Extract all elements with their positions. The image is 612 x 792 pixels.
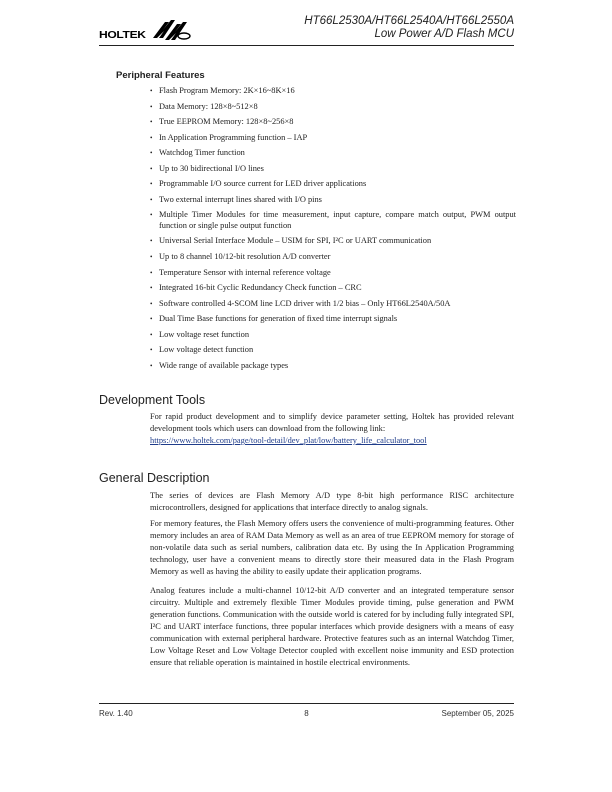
bullet-icon: • bbox=[150, 299, 153, 308]
development-tools-heading: Development Tools bbox=[99, 393, 206, 407]
list-item: • Two external interrupt lines shared with I/O pins bbox=[150, 194, 322, 204]
holtek-logo-mark-icon bbox=[151, 16, 191, 44]
publication-date: September 05, 2025 bbox=[441, 709, 514, 718]
bullet-icon: • bbox=[150, 164, 153, 173]
list-item: • Temperature Sensor with internal reference voltage bbox=[150, 267, 331, 277]
list-item: • In Application Programming function – IAP bbox=[150, 132, 308, 142]
revision-label: Rev. 1.40 bbox=[99, 709, 133, 718]
bullet-icon: • bbox=[150, 211, 153, 220]
list-item: • Data Memory: 128×8~512×8 bbox=[150, 101, 258, 111]
document-title bbox=[304, 15, 514, 41]
part-numbers: HT66L2530A/HT66L2540A/HT66L2550A bbox=[304, 15, 514, 27]
list-item: • Flash Program Memory: 2K×16~8K×16 bbox=[150, 86, 295, 95]
page-header bbox=[99, 14, 514, 46]
bullet-icon: • bbox=[150, 133, 153, 142]
development-tools-text: For rapid product development and to simplify device parameter setting, Holtek has provided relevant development tools which users can download from the following link: https://www.holtek.com/page/tool-detail/dev_plat/low/battery_life_calculator_tool bbox=[150, 412, 514, 445]
bullet-icon: • bbox=[150, 284, 153, 293]
general-description-heading: General Description bbox=[99, 471, 210, 485]
list-item: • Up to 8 channel 10/12-bit resolution A/D converter bbox=[150, 251, 331, 261]
list-item: • Up to 30 bidirectional I/O lines bbox=[150, 163, 264, 173]
product-subtitle: Low Power A/D Flash MCU bbox=[374, 28, 514, 40]
list-item: • Wide range of available package types bbox=[150, 360, 289, 370]
bullet-icon: • bbox=[150, 315, 153, 324]
bullet-icon: • bbox=[150, 346, 153, 355]
peripheral-features-heading: Peripheral Features bbox=[116, 70, 205, 81]
description-paragraph: For memory features, the Flash Memory offers users the convenience of multi-programming features. Other memory includes an area of RAM Data Memory as well as an area of true EEPROM memory for storage of non-volatile data such as serial numbers, calibration data etc. By using the In Application Programming technology, user have a convenient means to directly store their measured data in the Flash Program Memory as well as having the ability to easily update their application programs. bbox=[150, 519, 514, 576]
list-item: • Dual Time Base functions for generation of fixed time interrupt signals bbox=[150, 314, 398, 324]
list-item: • Watchdog Timer function bbox=[150, 148, 245, 158]
peripheral-features-list bbox=[150, 86, 516, 376]
list-item: • Low voltage detect function bbox=[150, 345, 254, 355]
list-item: • Multiple Timer Modules for time measurement, input capture, compare match output, PWM output function or single pulse output function bbox=[150, 210, 516, 230]
bullet-icon: • bbox=[150, 268, 153, 277]
list-item: • Software controlled 4-SCOM line LCD driver with 1/2 bias – Only HT66L2540A/50A bbox=[150, 298, 451, 308]
bullet-icon: • bbox=[150, 180, 153, 189]
description-paragraph: Analog features include a multi-channel 10/12-bit A/D converter and an integrated temperature sensor circuitry. Multiple and extremely flexible Timer Modules provide timing, pulse generation and PWM generation functions. Communication with the outside world is catered for by including fully integrated SPI, I²C and UART interface functions, three popular interfaces which provide designers with a means of easy communication with external peripheral hardware. Protective features such as an internal Watchdog Timer, Low Voltage Reset and Low Voltage Detector coupled with excellent noise immunity and ESD protection ensure that reliable operation is maintained in hostile electrical environments. bbox=[150, 586, 514, 667]
list-item: • Programmable I/O source current for LED driver applications bbox=[150, 179, 367, 189]
bullet-icon: • bbox=[150, 237, 153, 246]
description-paragraph: The series of devices are Flash Memory A/D type 8-bit high performance RISC architecture microcontrollers, designed for applications that interface directly to analog signals. bbox=[150, 491, 514, 512]
bullet-icon: • bbox=[150, 252, 153, 261]
bullet-icon: • bbox=[150, 102, 153, 111]
list-item: • Integrated 16-bit Cyclic Redundancy Check function – CRC bbox=[150, 283, 362, 293]
list-item: • True EEPROM Memory: 128×8~256×8 bbox=[150, 117, 294, 127]
bullet-icon: • bbox=[150, 87, 153, 95]
logo-text: HOLTEK bbox=[99, 29, 146, 41]
bullet-icon: • bbox=[150, 330, 153, 339]
bullet-icon: • bbox=[150, 149, 153, 158]
holtek-logo bbox=[99, 16, 191, 44]
list-item: • Low voltage reset function bbox=[150, 329, 250, 339]
battery-life-calculator-link[interactable]: https://www.holtek.com/page/tool-detail/dev_plat/low/battery_life_calculator_tool bbox=[150, 436, 427, 445]
bullet-icon: • bbox=[150, 361, 153, 370]
bullet-icon: • bbox=[150, 118, 153, 127]
list-item: • Universal Serial Interface Module – USIM for SPI, I²C or UART communication bbox=[150, 236, 432, 246]
page-number: 8 bbox=[304, 709, 309, 718]
page-footer bbox=[99, 703, 514, 718]
bullet-icon: • bbox=[150, 195, 153, 204]
